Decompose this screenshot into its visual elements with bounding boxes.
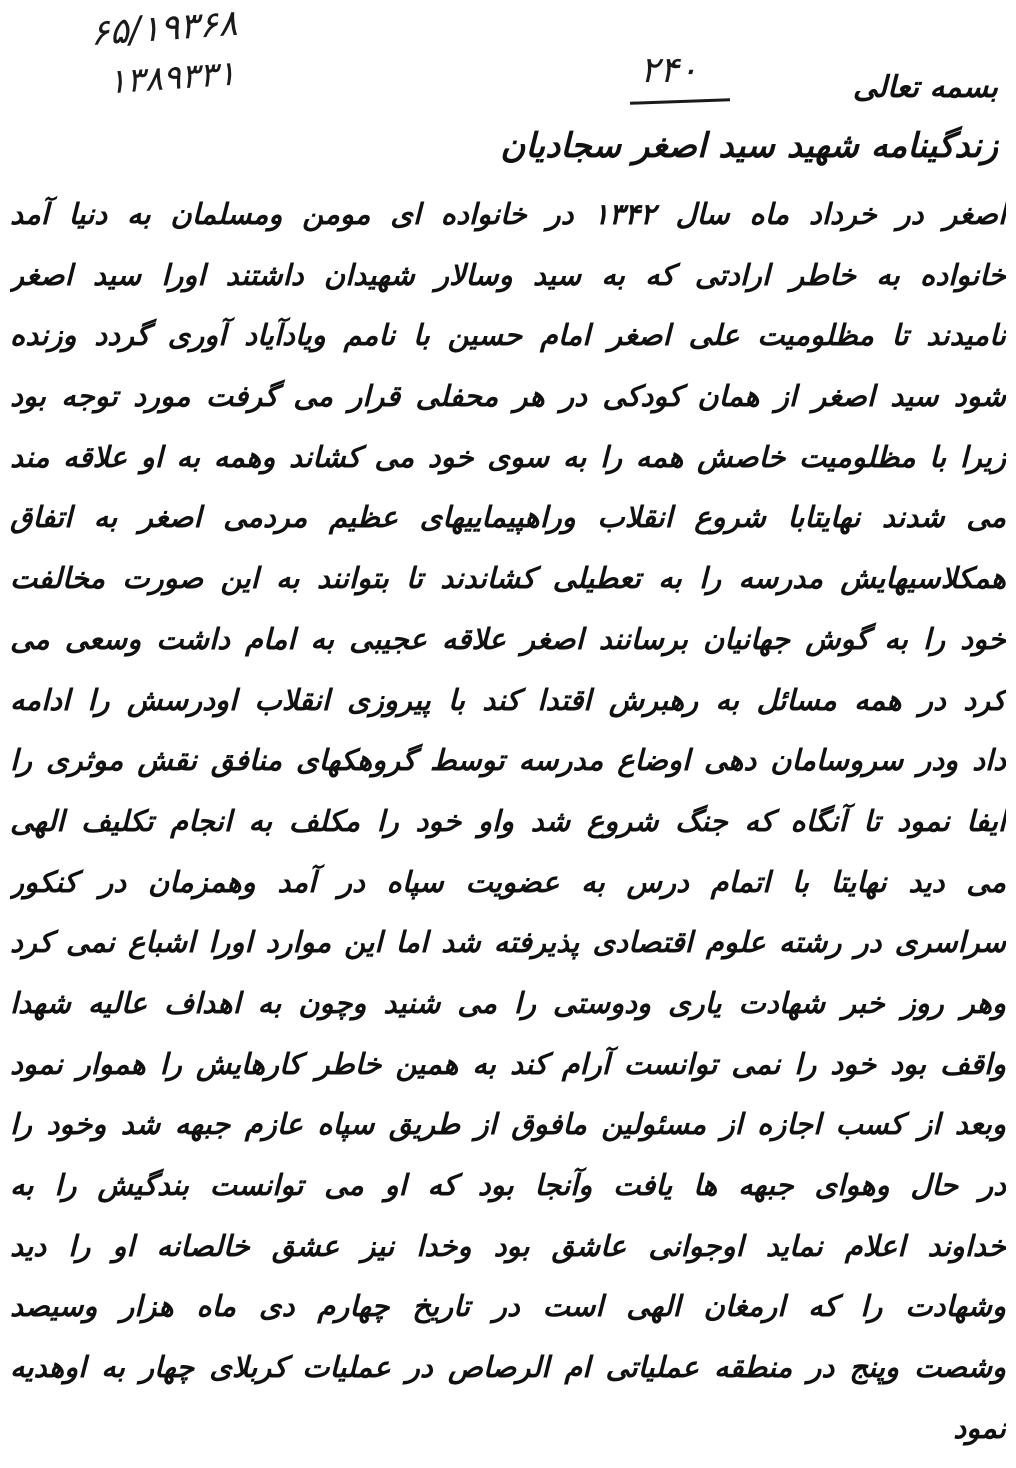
text-line: ایفا نمود تا آنگاه که جنگ شروع شد واو خود را مکلف به انجام تکلیف الهی <box>10 803 1006 838</box>
text-line: در حال وهوای جبهه ها یافت وآنجا بود که او می توانست بندگیش را به <box>10 1168 1006 1202</box>
salutation: بسمه تعالی <box>852 70 998 105</box>
text-line: اصغر در خرداد ماه سال ۱۳۴۲ در خانواده ای مومن ومسلمان به دنیا آمد <box>10 197 1006 231</box>
document-title: زندگینامه شهید سید اصغر سجادیان <box>500 126 998 166</box>
text-line: نمود <box>953 1410 1006 1445</box>
text-line: خانواده به خاطر ارادتی که به سید وسالار شهیدان داشتند اورا سید اصغر <box>10 257 1006 292</box>
text-line: شود سید اصغر از همان کودکی در هر محفلی قرار می گرفت مورد توجه بود <box>10 379 1006 414</box>
text-line: وشهادت را که ارمغان الهی است در تاریخ چهارم دی ماه هزار وسیصد <box>10 1289 1006 1324</box>
text-line: خداوند اعلام نماید اوجوانی عاشق بود وخدا نیز عشق خالصانه او را دید <box>10 1228 1006 1263</box>
text-line: می دید نهایتا با اتمام درس به عضویت سپاه در آمد وهمزمان در کنکور <box>10 864 1006 899</box>
text-line: وبعد از کسب اجازه از مسئولین مافوق از طریق سپاه عازم جبهه شد وخود را <box>10 1107 1006 1142</box>
text-line: خود را به گوش جهانیان برسانند اصغر علاقه عجیبی به امام داشت وسعی می <box>10 621 1006 656</box>
text-line: همکلاسیهایش مدرسه را به تعطیلی کشاندند تا بتوانند به این صورت مخالفت <box>10 561 1006 596</box>
text-line: داد ودر سروسامان دهی اوضاع مدرسه توسط گروهکهای منافق نقش موثری را <box>10 743 1006 778</box>
biography-text <box>10 184 1006 1458</box>
text-line: می شدند نهایتابا شروع انقلاب وراهپیماییهای عظیم مردمی اصغر به اتفاق <box>10 500 1006 535</box>
text-line: زیرا با مظلومیت خاصش همه را به سوی خود می کشاند وهمه به او علاقه مند <box>10 439 1006 474</box>
text-line: سراسری در رشته علوم اقتصادی پذیرفته شد اما این موارد اورا اشباع نمی کرد <box>10 925 1006 960</box>
page-number-underline <box>630 98 730 104</box>
text-line: وهر روز خبر شهادت یاری ودوستی را می شنید وچون به اهداف عالیه شهدا <box>10 985 1006 1020</box>
handwritten-page-number: ۲۴۰ <box>640 50 699 91</box>
handwritten-reference-number: ۶۵/۱۹۳۶۸ <box>88 2 239 55</box>
text-line: نامیدند تا مظلومیت علی اصغر امام حسین با نامم ویادآیاد آوری گردد وزنده <box>10 318 1006 353</box>
text-line: وشصت وپنج در منطقه عملیاتی ام الرصاص در عملیات کربلای چهار به اوهدیه <box>10 1350 1006 1385</box>
text-line: کرد در همه مسائل به رهبرش اقتدا کند با پیروزی انقلاب اودرسش را ادامه <box>10 682 1006 717</box>
text-line: واقف بود خود را نمی توانست آرام کند به همین خاطر کارهایش را هموار نمود <box>10 1046 1006 1081</box>
handwritten-archive-number: ۱۳۸۹۳۳۱ <box>106 53 238 103</box>
